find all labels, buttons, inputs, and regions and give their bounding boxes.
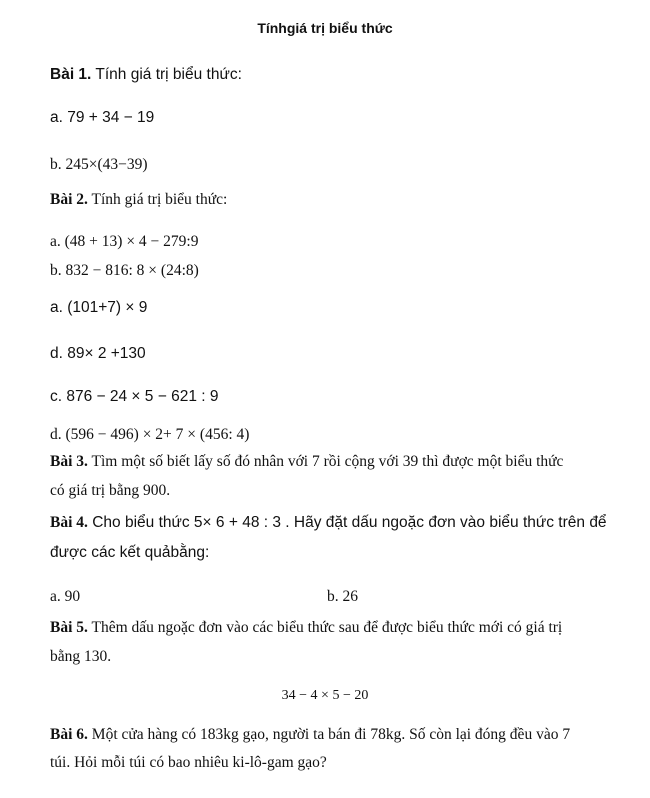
bai3-line1 (50, 452, 563, 472)
page-title: Tínhgiá trị biểu thức (257, 20, 393, 36)
bai2-item: d. (596 − 496) × 2+ 7 × (456: 4) (50, 426, 250, 443)
bai4-option-a: a. 90 (50, 588, 81, 605)
bai1-item-b: b. 245×(43−39) (50, 156, 148, 173)
bai3-label: Bài 3. (50, 453, 88, 470)
bai3-text-1: Tìm một số biết lấy số đó nhân với 7 rồi cộng với 39 thì được một biểu thức (91, 453, 564, 470)
bai2-label: Bài 2. (50, 191, 88, 208)
bai2-item: a. (101+7) × 9 (50, 299, 148, 316)
bai1-prompt: Tính giá trị biểu thức: (95, 66, 242, 83)
bai6-text-1: Một cửa hàng có 183kg gạo, người ta bán đi 78kg. Số còn lại đóng đều vào 7 (91, 726, 571, 743)
bai4-text-1: Cho biểu thức 5× 6 + 48 : 3 . Hãy đặt dấu ngoặc đơn vào biểu thức trên để (92, 514, 607, 531)
bai5-expression: 34 − 4 × 5 − 20 (281, 688, 369, 703)
bai6-line1 (50, 725, 570, 745)
bai5-text-1: Thêm dấu ngoặc đơn vào các biểu thức sau để được biểu thức mới có giá trị (91, 619, 563, 636)
bai4-line2: được các kết quảbằng: (50, 544, 210, 561)
bai5-line2: bằng 130. (50, 648, 112, 665)
bai1-item-a: a. 79 + 34 − 19 (50, 109, 155, 126)
bai1-label: Bài 1. (50, 66, 92, 83)
bai5-label: Bài 5. (50, 619, 88, 636)
bai2-prompt: Tính giá trị biểu thức: (91, 191, 228, 208)
bai6-line2: túi. Hỏi mỗi túi có bao nhiêu ki-lô-gam gạo? (50, 754, 327, 771)
bai4-line1 (50, 513, 607, 533)
bai6-label: Bài 6. (50, 726, 88, 743)
bai2-item: b. 832 − 816: 8 × (24:8) (50, 262, 199, 279)
bai2-item: c. 876 − 24 × 5 − 621 : 9 (50, 388, 219, 405)
bai1-heading (50, 65, 242, 85)
bai2-item: d. 89× 2 +130 (50, 345, 146, 362)
bai2-item: a. (48 + 13) × 4 − 279:9 (50, 233, 199, 250)
bai2-heading (50, 190, 227, 210)
bai4-label: Bài 4. (50, 514, 88, 531)
bai3-line2: có giá trị bằng 900. (50, 482, 171, 499)
bai4-option-b: b. 26 (327, 588, 358, 605)
bai5-line1 (50, 618, 562, 638)
